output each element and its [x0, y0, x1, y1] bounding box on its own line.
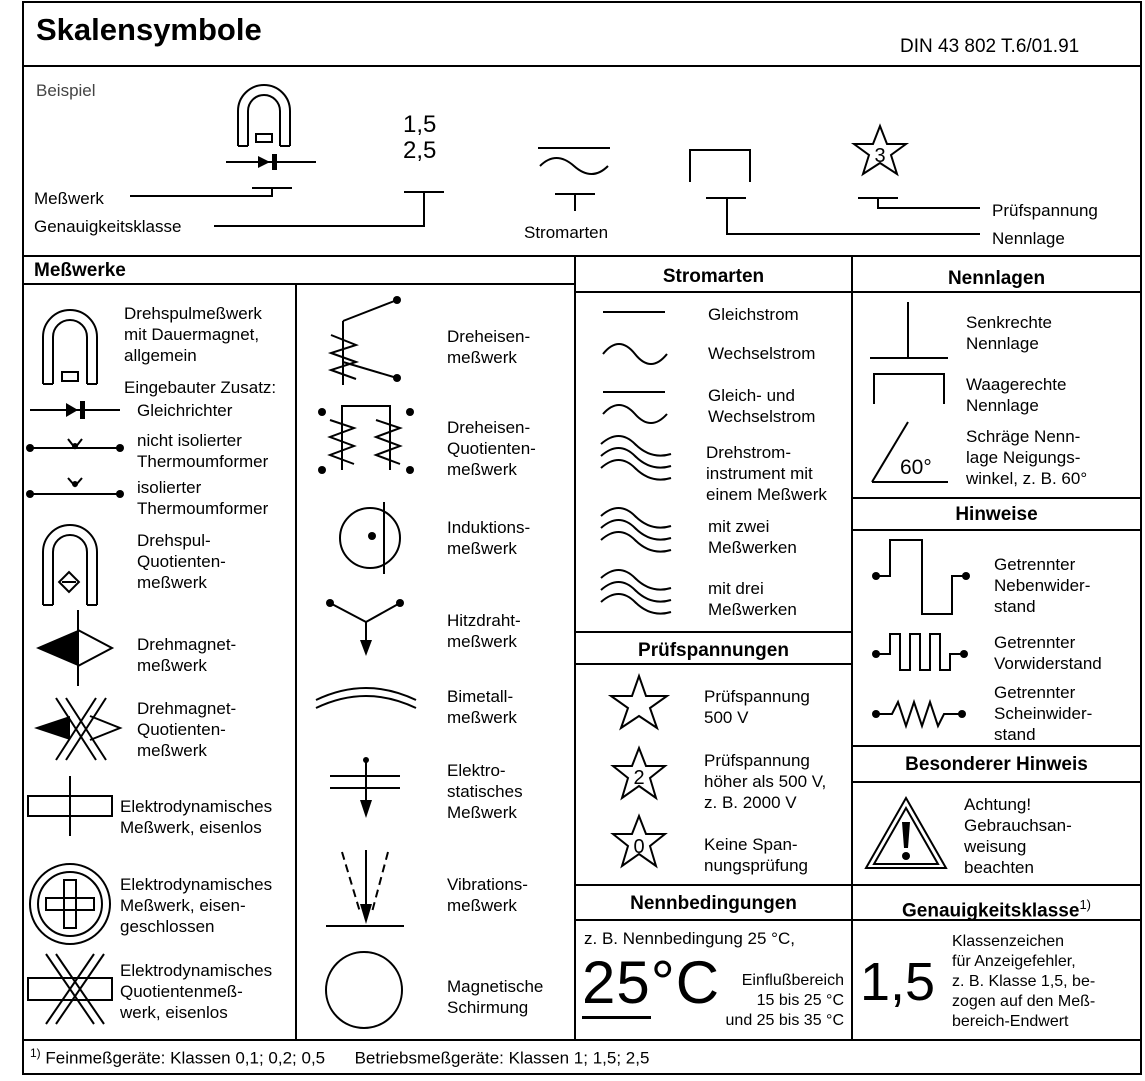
- mw-drehmagnet-quotienten: Drehmagnet- Quotienten- meßwerk: [137, 699, 237, 760]
- dreheisen-quotienten-icon: [318, 406, 414, 474]
- svg-text:3: 3: [874, 145, 886, 167]
- svg-text:0: 0: [633, 836, 645, 858]
- drehstrom-2-icon: [601, 508, 671, 552]
- mw-bimetall: Bimetall- meßwerk: [447, 687, 517, 727]
- sa-gleichstrom: Gleichstrom: [708, 305, 799, 324]
- mw-gleichrichter: Gleichrichter: [137, 401, 233, 420]
- gk-big-value: 1,5: [860, 952, 936, 1012]
- mw-elektrostatisch: Elektro- statisches Meßwerk: [447, 761, 523, 822]
- sa-drehstrom-1: Drehstrom- instrument mit einem Meßwerk: [706, 443, 827, 504]
- nl-senkrecht: Senkrechte Nennlage: [966, 313, 1052, 353]
- drehmagnet-icon: [36, 610, 112, 686]
- label-stromarten: Stromarten: [524, 223, 609, 242]
- genauigkeitsklasse-footnote-mark: 1): [1079, 897, 1091, 912]
- nb-big-number: 25: [582, 949, 651, 1019]
- induktion-icon: [340, 502, 400, 574]
- ps-500v: Prüfspannung 500 V: [704, 687, 810, 727]
- mw-elektrodyn-eisengeschlossen: Elektrodynamisches Meßwerk, eisen- geschlossen: [120, 875, 273, 936]
- svg-text:2: 2: [633, 767, 645, 789]
- pruefspannungen-symbols: [575, 664, 852, 885]
- nb-range: Einflußbereich 15 bis 25 °C und 25 bis 35 °C: [725, 972, 844, 1029]
- thermo-isoliert-icon: [26, 478, 124, 498]
- mw-dreheisen: Dreheisen- meßwerk: [447, 327, 531, 367]
- footnote-fein: Feinmeßgeräte: Klassen 0,1; 0,2; 0,5: [45, 1048, 326, 1068]
- mw-induktion: Induktions- meßwerk: [447, 518, 531, 558]
- footnote-mark: 1): [30, 1046, 41, 1060]
- beispiel-label: Beispiel: [36, 81, 96, 100]
- label-pruefspannung: Prüfspannung: [992, 201, 1098, 220]
- nb-example: z. B. Nennbedingung 25 °C,: [584, 929, 795, 948]
- sa-gleich-wechsel: Gleich- und Wechselstrom: [708, 386, 816, 426]
- label-messwerk: Meßwerk: [34, 189, 104, 208]
- footnote-betrieb: Betriebsmeßgeräte: Klassen 1; 1,5; 2,5: [354, 1048, 650, 1068]
- messwerke-header: Meßwerke: [34, 260, 126, 281]
- elektrostatisch-icon: [330, 757, 400, 818]
- sa-drehstrom-2: mit zwei Meßwerken: [708, 517, 797, 557]
- hw-vorwiderstand: Getrennter Vorwiderstand: [994, 633, 1102, 673]
- nb-big-unit: °C: [650, 949, 721, 1016]
- sa-wechselstrom: Wechselstrom: [708, 344, 816, 363]
- besonderer-header: Besonderer Hinweis: [905, 754, 1088, 775]
- mw-isoliert: isolierter Thermoumformer: [137, 478, 269, 518]
- example-class-numbers: 1,5 2,5: [403, 111, 437, 164]
- mw-drehspul-quotienten: Drehspul- Quotienten- meßwerk: [137, 531, 226, 592]
- drehspul-icon: [43, 310, 97, 384]
- warning-triangle-icon: [852, 782, 962, 885]
- vorwiderstand-icon: [872, 634, 968, 670]
- bimetall-icon: [316, 688, 416, 708]
- mw-elektrodyn-quotienten: Elektrodynamisches Quotientenmeß- werk, eisenlos: [120, 961, 273, 1022]
- star-2000v-icon: [613, 748, 665, 798]
- mw-elektrodyn-eisenlos: Elektrodynamisches Meßwerk, eisenlos: [120, 797, 273, 837]
- stromarten-header: Stromarten: [662, 266, 765, 287]
- nl-waagerecht: Waagerechte Nennlage: [966, 375, 1067, 415]
- mw-dreheisen-quotienten: Dreheisen- Quotienten- meßwerk: [447, 418, 536, 479]
- example-star-icon: [854, 126, 906, 174]
- genauigkeitsklasse-header: [852, 897, 1141, 922]
- schraeg-icon: [872, 422, 948, 482]
- ps-keine: Keine Span- nungsprüfung: [704, 835, 808, 875]
- besonderer-text: Achtung! Gebrauchsan- weisung beachten: [964, 795, 1072, 877]
- thermo-nicht-isoliert-icon: [26, 439, 124, 452]
- hinweise-header: Hinweise: [955, 504, 1038, 525]
- gleich-wechsel-icon: [603, 392, 667, 423]
- mw-drehmagnet: Drehmagnet- meßwerk: [137, 635, 237, 675]
- mw-drehspul: Drehspulmeßwerk mit Dauermagnet, allgemein: [124, 304, 262, 365]
- svg-text:60°: 60°: [900, 456, 932, 479]
- hw-nebenwiderstand: Getrennter Nebenwider- stand: [994, 555, 1091, 616]
- dreheisen-icon: [331, 296, 401, 385]
- waagerecht-icon: [874, 374, 944, 404]
- star-500v-icon: [611, 676, 667, 728]
- drehmagnet-quotienten-icon: [34, 698, 120, 760]
- messwerke-symbols: [0, 0, 575, 1040]
- gk-text: Klassenzeichen für Anzeigefehler, z. B. Klasse 1,5, be- zogen auf den Meß- bereich-Endwert: [952, 933, 1096, 1030]
- page-title: Skalensymbole: [36, 12, 262, 47]
- gleichrichter-icon: [30, 401, 120, 419]
- nl-schraeg: Schräge Nenn- lage Neigungs- winkel, z. B. 60°: [966, 427, 1088, 488]
- mw-eingebauter-zusatz: Eingebauter Zusatz:: [124, 378, 277, 397]
- pruefspannungen-header: Prüfspannungen: [638, 640, 789, 661]
- scheinwiderstand-icon: [872, 702, 966, 726]
- vibration-icon: [326, 850, 404, 926]
- hw-scheinwiderstand: Getrennter Scheinwider- stand: [994, 683, 1093, 744]
- label-nennlage: Nennlage: [992, 229, 1065, 248]
- drehstrom-3-icon: [601, 570, 671, 614]
- nennlagen-symbols: [852, 292, 1141, 498]
- nennlagen-header: Nennlagen: [947, 268, 1046, 289]
- din-reference: DIN 43 802 T.6/01.91: [900, 36, 1080, 57]
- mw-vibration: Vibrations- meßwerk: [447, 875, 528, 915]
- hitzdraht-icon: [326, 599, 404, 656]
- hinweise-symbols: [852, 530, 1141, 746]
- schirmung-icon: [326, 952, 402, 1028]
- genauigkeitsklasse-title: Genauigkeitsklasse: [902, 900, 1080, 922]
- ps-hoeher: Prüfspannung höher als 500 V, z. B. 2000 V: [704, 751, 827, 812]
- wechselstrom-icon: [603, 344, 667, 364]
- mw-nicht-isoliert: nicht isolierter Thermoumformer: [137, 431, 269, 471]
- mw-magnetische-schirmung: Magnetische Schirmung: [447, 977, 544, 1017]
- sa-drehstrom-3: mit drei Meßwerken: [708, 579, 797, 619]
- star-keine-icon: [613, 816, 665, 866]
- stromarten-symbols: [575, 292, 852, 632]
- drehstrom-1-icon: [601, 436, 671, 480]
- footnote: [30, 1046, 649, 1069]
- label-genauigkeitsklasse: Genauigkeitsklasse: [34, 217, 182, 236]
- nebenwiderstand-icon: [872, 540, 970, 614]
- elektrodyn-eisengeschlossen-icon: [30, 864, 110, 944]
- senkrecht-icon: [870, 302, 948, 358]
- mw-hitzdraht: Hitzdraht- meßwerk: [447, 611, 521, 651]
- elektrodyn-eisenlos-icon: [28, 776, 112, 836]
- nb-big-value: [582, 948, 720, 1018]
- elektrodyn-quotienten-icon: [28, 954, 112, 1024]
- drehspul-quotienten-icon: [43, 525, 97, 605]
- nennbedingungen-header: Nennbedingungen: [630, 893, 797, 914]
